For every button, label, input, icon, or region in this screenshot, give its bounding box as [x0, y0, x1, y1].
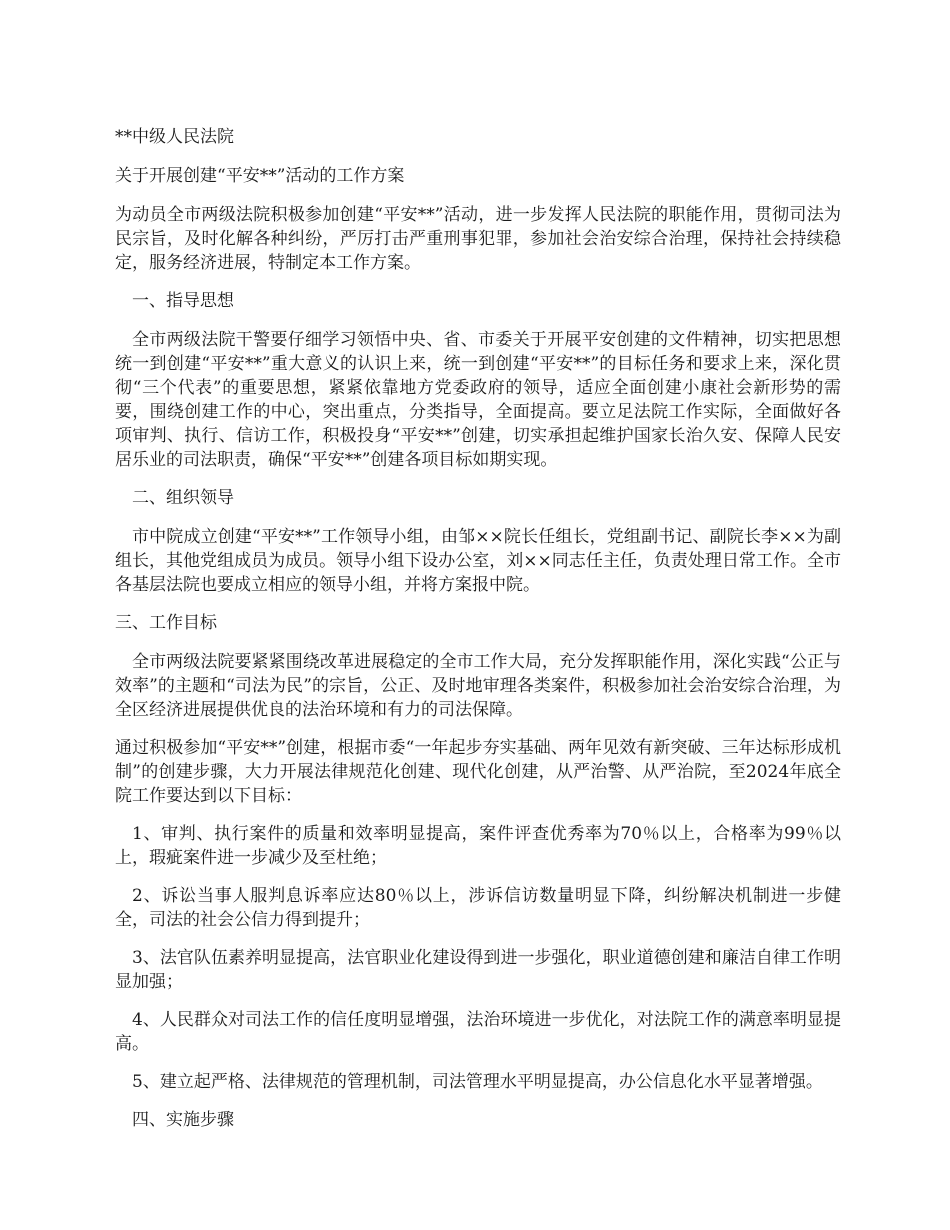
document-body — [115, 125, 841, 1147]
section-body-organization: 市中院成立创建“平安**”工作领导小组，由邹××院长任组长，党组副书记、副院长李××为副组长，其他党组成员为成员。领导小组下设办公室，刘××同志任主任，负责处理日常工作。全市各基层法院也要成立相应的领导小组，并将方案报中院。 — [115, 527, 841, 595]
court-name: **中级人民法院 — [115, 127, 234, 147]
intro-paragraph: 为动员全市两级法院积极参加创建“平安**”活动，进一步发挥人民法院的职能作用，贯彻司法为民宗旨，及时化解各种纠纷，严厉打击严重刑事犯罪，参加社会治安综合治理，保持社会持续稳定，服务经济进展，特制定本工作方案。 — [115, 205, 841, 273]
goal-item-4: 4、人民群众对司法工作的信任度明显增强，法治环境进一步优化，对法院工作的满意率明显提高。 — [115, 1010, 841, 1054]
section-heading-organization: 二、组织领导 — [132, 488, 234, 508]
section-body-goals-2: 通过积极参加“平安**”创建，根据市委“一年起步夯实基础、两年见效有新突破、三年达标形成机制”的创建步骤，大力开展法律规范化创建、现代化创建，从严治警、从严治院，至2024年底全院工作要达到以下目标： — [115, 738, 841, 806]
goal-item-3: 3、法官队伍素养明显提高，法官职业化建设得到进一步强化，职业道德创建和廉洁自律工作明显加强； — [115, 948, 841, 992]
document-title: 关于开展创建“平安**”活动的工作方案 — [115, 166, 405, 186]
section-heading-goals: 三、工作目标 — [115, 613, 217, 633]
section-body-guiding-thought: 全市两级法院干警要仔细学习领悟中央、省、市委关于开展平安创建的文件精神，切实把思想统一到创建“平安**”重大意义的认识上来，统一到创建“平安**”的目标任务和要求上来，深化贯彻“三个代表”的重要思想，紧紧依靠地方党委政府的领导，适应全面创建小康社会新形势的需要，围绕创建工作的中心，突出重点，分类指导，全面提高。要立足法院工作实际，全面做好各项审判、执行、信访工作，积极投身“平安**”创建，切实承担起维护国家长治久安、保障人民安居乐业的司法职责，确保“平安**”创建各项目标如期实现。 — [115, 330, 841, 470]
goal-item-1: 1、审判、执行案件的质量和效率明显提高，案件评查优秀率为70％以上，合格率为99％以上，瑕疵案件进一步减少及至杜绝； — [115, 824, 841, 868]
goal-item-5: 5、建立起严格、法律规范的管理机制，司法管理水平明显提高，办公信息化水平显著增强。 — [132, 1072, 823, 1092]
section-heading-guiding-thought: 一、指导思想 — [132, 291, 234, 311]
section-body-goals: 全市两级法院要紧紧围绕改革进展稳定的全市工作大局，充分发挥职能作用，深化实践“公正与效率”的主题和“司法为民”的宗旨，公正、及时地审理各类案件，积极参加社会治安综合治理，为全区经济进展提供优良的法治环境和有力的司法保障。 — [115, 652, 841, 720]
goal-item-2: 2、诉讼当事人服判息诉率应达80％以上，涉诉信访数量明显下降，纠纷解决机制进一步健全，司法的社会公信力得到提升； — [115, 886, 841, 930]
section-heading-implementation: 四、实施步骤 — [132, 1110, 234, 1130]
